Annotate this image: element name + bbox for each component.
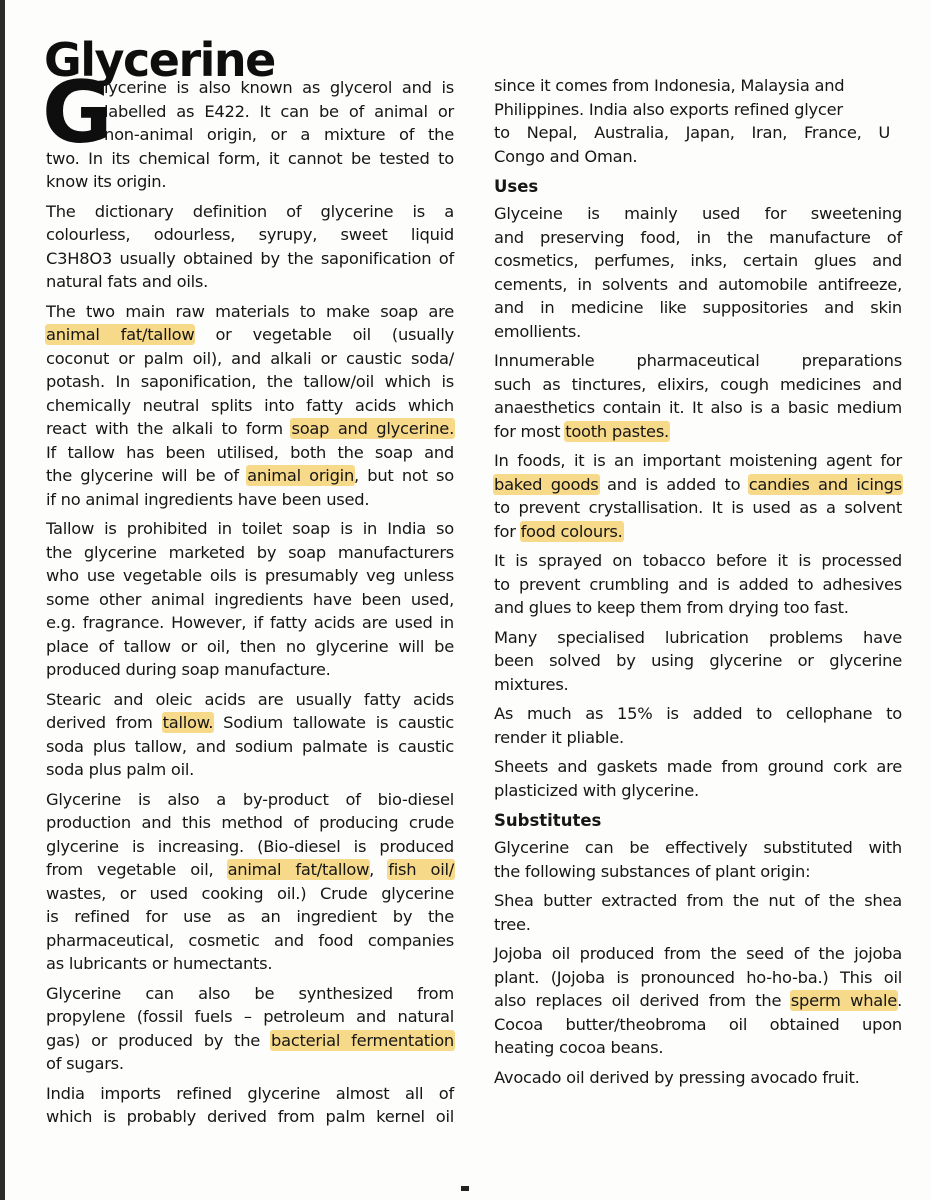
- text-span: the glycerine will be of: [46, 466, 248, 485]
- text-line: In foods, it is an important moistening agent for: [494, 451, 902, 470]
- text-span: ,: [369, 860, 389, 879]
- text-line: emollients.: [494, 321, 582, 341]
- text-line: Glycerine is also a by-product of bio-diesel: [46, 789, 454, 809]
- page-marker: [461, 1186, 469, 1191]
- text-line: to prevent crystallisation. It is used as a solvent: [494, 498, 902, 517]
- text-line: cosmetics, perfumes, inks, certain glues and: [494, 251, 902, 270]
- text-line: [46, 323, 454, 347]
- text-line: place of tallow or oil, then no glycerine will be: [46, 636, 454, 656]
- text-line: Many specialised lubrication problems have: [494, 627, 902, 647]
- text-span: from vegetable oil,: [46, 860, 228, 879]
- text-span: react with the alkali to form: [46, 419, 292, 438]
- text-line: production and this method of producing crude: [46, 813, 454, 832]
- text-line: e.g. fragrance. However, if fatty acids are used in: [46, 613, 454, 632]
- cellophane-paragraph: [494, 702, 902, 749]
- highlight: animal origin: [247, 466, 355, 485]
- text-line: If tallow has been utilised, both the soap and: [46, 442, 454, 462]
- highlight: sperm whale: [790, 991, 898, 1010]
- raw-materials-paragraph: [46, 300, 454, 512]
- biodiesel-paragraph: [46, 788, 454, 976]
- uses-heading: Uses: [494, 177, 539, 196]
- text-line: soda plus palm oil.: [46, 760, 195, 779]
- text-line: and preserving food, in the manufacture of: [494, 227, 902, 247]
- text-line: lycerine is also known as glycerol and is: [104, 78, 454, 97]
- text-line: Glycerine can also be synthesized from: [46, 983, 454, 1003]
- text-line: and glues to keep them from drying too fast.: [494, 598, 849, 617]
- text-line: to Nepal, Australia, Japan, Iran, France, U: [494, 123, 890, 142]
- text-line: Glyceine is mainly used for sweetening: [494, 204, 902, 223]
- highlight: candies and icings: [748, 474, 902, 494]
- text-line: labelled as E422. It can be of animal or: [104, 101, 454, 121]
- page-title: Glycerine: [44, 32, 275, 87]
- text-line: [494, 989, 902, 1013]
- text-line: Shea butter extracted from the nut of the shea: [494, 891, 902, 910]
- text-line: India imports refined glycerine almost all of: [46, 1083, 454, 1103]
- text-line: Jojoba oil produced from the seed of the jojoba: [494, 944, 902, 963]
- text-line: the following substances of plant origin:: [494, 861, 811, 881]
- text-line: who use vegetable oils is presumably veg unless: [46, 566, 454, 585]
- definition-paragraph: [46, 200, 454, 294]
- highlight: bacterial fermentation: [271, 1030, 454, 1050]
- synthesized-paragraph: [46, 982, 454, 1076]
- text-line: [46, 464, 454, 488]
- text-line: some other animal ingredients have been used,: [46, 589, 454, 609]
- text-line: [494, 473, 902, 497]
- text-line: which is probably derived from palm kernel oil: [46, 1107, 454, 1126]
- text-line: if no animal ingredients have been used.: [46, 489, 370, 509]
- stearic-paragraph: [46, 688, 454, 782]
- text-line: [46, 1029, 454, 1053]
- text-line: render it pliable.: [494, 727, 624, 747]
- cork-paragraph: [494, 755, 902, 802]
- text-line: the glycerine marketed by soap manufacturers: [46, 542, 454, 562]
- text-line: propylene (fossil fuels – petroleum and natural: [46, 1007, 454, 1026]
- text-span: and is added to: [598, 474, 749, 494]
- shea-paragraph: [494, 889, 902, 936]
- jojoba-paragraph: [494, 942, 902, 1060]
- highlight: animal fat/tallow: [46, 325, 195, 344]
- text-line: Congo and Oman.: [494, 146, 638, 166]
- highlight: tallow.: [162, 713, 214, 732]
- text-line: potash. In saponification, the tallow/oil which is: [46, 372, 454, 391]
- text-line: Tallow is prohibited in toilet soap is in India so: [46, 519, 454, 538]
- text-span: derived from: [46, 713, 163, 732]
- highlight: soap and glycerine.: [291, 419, 455, 438]
- tallow-prohibited-paragraph: [46, 517, 454, 682]
- text-line: [46, 858, 454, 882]
- text-span: , but not so: [354, 466, 454, 485]
- text-span: for most: [494, 421, 566, 441]
- text-line: mixtures.: [494, 674, 569, 694]
- drop-cap: G: [42, 63, 113, 163]
- highlight: tooth pastes.: [565, 421, 669, 441]
- text-line: is refined for use as an ingredient by the: [46, 907, 454, 926]
- text-line: tree.: [494, 914, 531, 934]
- text-line: natural fats and oils.: [46, 272, 209, 291]
- text-line: Cocoa butter/theobroma oil obtained upon: [494, 1014, 902, 1034]
- text-line: produced during soap manufacture.: [46, 660, 331, 679]
- lubrication-paragraph: [494, 626, 902, 697]
- text-line: [494, 520, 902, 544]
- text-line: Avocado oil derived by pressing avocado fruit.: [494, 1067, 860, 1087]
- text-line: anaesthetics contain it. It also is a basic medium: [494, 398, 902, 417]
- text-line: Glycerine can be effectively substituted with: [494, 838, 902, 857]
- text-line: two. In its chemical form, it cannot be tested to: [46, 148, 454, 168]
- text-line: It is sprayed on tobacco before it is processed: [494, 551, 902, 570]
- text-span: also replaces oil derived from the: [494, 991, 791, 1010]
- page-edge-border: [0, 0, 5, 1200]
- text-line: Innumerable pharmaceutical preparations: [494, 351, 902, 370]
- text-line: C3H8O3 usually obtained by the saponification of: [46, 248, 454, 268]
- text-line: soda plus tallow, and sodium palmate is caustic: [46, 736, 454, 756]
- text-span: Sodium tallowate is caustic: [213, 713, 454, 732]
- text-line: non-animal origin, or a mixture of the: [104, 125, 454, 144]
- text-line: know its origin.: [46, 172, 167, 191]
- text-line: [46, 417, 454, 441]
- substitutes-heading: Substitutes: [494, 811, 602, 830]
- text-line: glycerine is increasing. (Bio-diesel is produced: [46, 836, 454, 856]
- text-span: gas) or produced by the: [46, 1030, 272, 1050]
- text-line: plasticized with glycerine.: [494, 780, 699, 800]
- text-line: been solved by using glycerine or glycerine: [494, 651, 902, 670]
- text-line: chemically neutral splits into fatty acids which: [46, 395, 454, 415]
- text-line: such as tinctures, elixirs, cough medicines and: [494, 374, 902, 394]
- imports-paragraph: [46, 1082, 454, 1129]
- text-line: plant. (Jojoba is pronounced ho-ho-ba.) This oil: [494, 967, 902, 987]
- text-span: .: [897, 991, 902, 1010]
- text-line: coconut or palm oil), and alkali or caustic soda/: [46, 348, 454, 368]
- text-line: Philippines. India also exports refined glycer: [494, 99, 843, 119]
- text-line: Sheets and gaskets made from ground cork are: [494, 757, 902, 776]
- highlight: food colours.: [520, 521, 623, 541]
- highlight: fish oil/: [388, 860, 454, 879]
- text-line: pharmaceutical, cosmetic and food companies: [46, 930, 454, 950]
- substitutes-intro-paragraph: [494, 836, 902, 883]
- intro-paragraph: [42, 63, 454, 194]
- text-line: The dictionary definition of glycerine is a: [46, 201, 454, 221]
- right-column: [494, 74, 902, 1095]
- tobacco-paragraph: [494, 549, 902, 620]
- highlight: baked goods: [494, 474, 599, 494]
- avocado-paragraph: [494, 1066, 902, 1090]
- foods-paragraph: [494, 449, 902, 543]
- text-line: [494, 420, 902, 444]
- text-span: or vegetable oil (usually: [194, 325, 454, 344]
- text-line: Stearic and oleic acids are usually fatty acids: [46, 689, 454, 709]
- text-span: for: [494, 521, 521, 541]
- uses-paragraph: [494, 202, 902, 343]
- text-line: as lubricants or humectants.: [46, 954, 273, 973]
- text-line: [46, 711, 454, 735]
- text-line: wastes, or used cooking oil.) Crude glycerine: [46, 883, 454, 903]
- text-line: to prevent crumbling and is added to adhesives: [494, 574, 902, 594]
- text-line: The two main raw materials to make soap are: [46, 301, 454, 321]
- text-line: since it comes from Indonesia, Malaysia and: [494, 76, 845, 95]
- text-line: As much as 15% is added to cellophane to: [494, 704, 902, 723]
- text-line: colourless, odourless, syrupy, sweet liquid: [46, 225, 454, 244]
- text-line: cements, in solvents and automobile antifreeze,: [494, 274, 902, 294]
- exports-paragraph: [494, 74, 890, 168]
- highlight: animal fat/tallow: [227, 860, 370, 879]
- text-line: and in medicine like suppositories and skin: [494, 298, 902, 317]
- text-line: heating cocoa beans.: [494, 1038, 664, 1057]
- left-column: [42, 63, 455, 1135]
- pharma-paragraph: [494, 349, 902, 443]
- text-line: of sugars.: [46, 1054, 124, 1073]
